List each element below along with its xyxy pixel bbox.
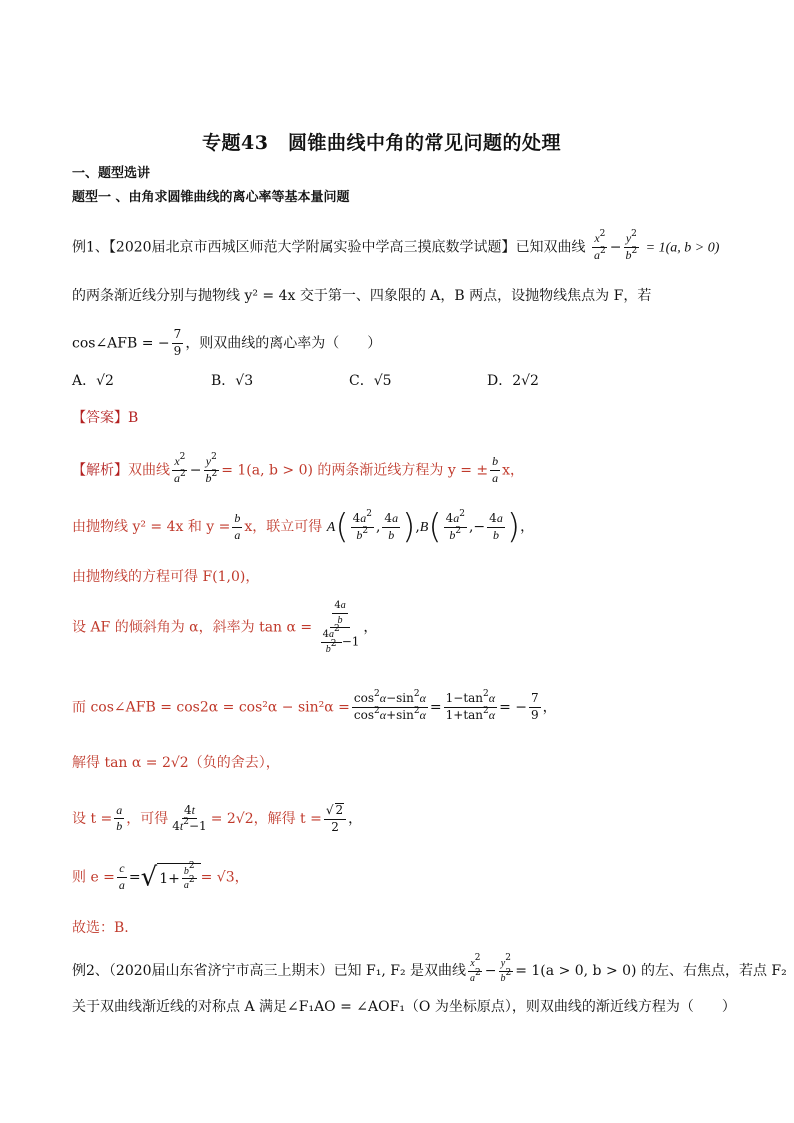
fraction-4t: $\frac{4t}{4t^2-1}$ [172, 802, 207, 834]
example2-prefix: 例2、 [72, 963, 109, 979]
fraction-x2-a2: $\frac{x^2}{a^2}$ [470, 953, 481, 984]
analysis-line6: 解得 tan α = 2√2（负的舍去）， [72, 755, 280, 771]
option-b: B．√3 [211, 373, 254, 389]
hyperbola-condition: = 1(a, b > 0) [645, 240, 720, 256]
example1-line3 [72, 328, 381, 359]
fraction-x2-a2: $\frac{x^2}{a^2}$ [174, 452, 186, 485]
point-a-coordinates: A [326, 520, 336, 535]
example1-line2: 的两条渐近线分别与抛物线 y² = 4x 交于第一、四象限的 A，B 两点，设抛物线焦点为 F，若 [72, 288, 652, 304]
fraction-y2-b2: $\frac{y^2}{b^2}$ [205, 452, 218, 485]
analysis-line1: 【解析】双曲线 $\frac{x^2}{a^2}$ − $\frac{y^2}{b^2}$ = 1(a, b > 0) 的两条渐近线方程为 y = ± $\frac{b}{a}$ x， [72, 452, 525, 485]
fraction-y2-b2: $\frac{y^2}{b^2}$ [500, 953, 512, 984]
fraction-4a2-b2: $\frac{4a^2}{b^2}$ [352, 508, 372, 542]
example1-question: ，则双曲线的离心率为（ ） [185, 335, 382, 352]
example2-source: （2020届山东省济宁市高三上期末） [108, 963, 334, 979]
example1-intro: 已知双曲线 [515, 239, 586, 256]
fraction-x2-a2: $\frac{x^2}{a^2}$ [594, 229, 606, 262]
point-b-coordinates: B [419, 520, 429, 535]
analysis-line8: 则 e = $\frac{c}{a}$ =√ 1+ $\frac{b^2}{a^2}$ = √3， [72, 860, 249, 893]
analysis-line4: 设 AF 的倾斜角为 α，斜率为 tan α = $\frac{4a}{b}$ $\frac{4a^2}{b^2}$ −1 ， [72, 600, 378, 655]
analysis-line2: 由抛物线 y² = 4x 和 y = $\frac{b}{a}$ x，联立可得 A( $\frac{4a^2}{b^2}$ , $\frac{4a}{b}$ ),B( $\frac{4a^2}{b^2}$ ,− $\frac{4a}{b}$ )， [72, 507, 535, 547]
fraction-slope: $\frac{4a}{b}$ $\frac{4a^2}{b^2}$ −1 [322, 600, 360, 655]
answer-label: 【答案】 [72, 410, 128, 426]
fraction-7-9: $\frac{7}{9}$ [531, 691, 539, 722]
fraction-a-b: $\frac{a}{b}$ [116, 802, 123, 834]
sqrt-expression: √ 1+ $\frac{b^2}{a^2}$ [141, 863, 201, 892]
fraction-c-a: $\frac{c}{a}$ [118, 861, 125, 892]
fraction-cos-sin-ratio: $\frac{\cos^2\alpha-\sin^2\alpha}{\cos^2\alpha+\sin^2\alpha}$ [353, 689, 426, 722]
example1-prefix: 例1、 [72, 239, 109, 256]
fraction-7-9: $\frac{7}{9}$ [173, 327, 182, 358]
fraction-b-a: $\frac{b}{a}$ [234, 510, 241, 542]
fraction-b-a: $\frac{b}{a}$ [492, 454, 499, 485]
fraction-y2-b2: $\frac{y^2}{b^2}$ [625, 229, 638, 262]
analysis-line7: 设 t = $\frac{a}{b}$ ，可得 $\frac{4t}{4t^2-1}$ = 2√2，解得 t = $\frac{√ 2}{2}$ ， [72, 802, 363, 834]
cos-expression: cos∠AFB = − [72, 335, 170, 352]
page-title: 专题43 圆锥曲线中角的常见问题的处理 [202, 132, 561, 154]
fraction-4a-b: $\frac{4a}{b}$ [489, 510, 503, 542]
analysis-label: 【解析】 [72, 462, 128, 479]
example2-line2: 关于双曲线渐近线的对称点 A 满足∠F₁AO = ∠AOF₁（O 为坐标原点），则双曲线的渐近线方程为（ ） [72, 999, 736, 1015]
fraction-root2-2: $\frac{√ 2}{2}$ [324, 803, 346, 835]
answer-line [72, 411, 138, 425]
option-c: C．√5 [349, 373, 392, 389]
example1-source: 【2020届北京市西城区师范大学附属实验中学高三摸底数学试题】 [108, 239, 516, 256]
conclusion: 故选：B. [72, 920, 129, 936]
analysis-line5: 而 cos∠AFB = cos2α = cos²α − sin²α = $\frac{\cos^2\alpha-\sin^2\alpha}{\cos^2\alpha+\sin^2\alpha}$ = $\frac{1-\tan^2\alpha}{1+\tan^2\alpha}$ = − $\frac{7}{9}$ ， [72, 689, 557, 722]
example1-line1: 例1、【2020届北京市西城区师范大学附属实验中学高三摸底数学试题】已知双曲线 $\frac{x^2}{a^2}$ − $\frac{y^2}{b^2}$ = 1(a, b > 0) [72, 229, 720, 262]
option-d: D．2√2 [487, 373, 539, 389]
fraction-4a-b: $\frac{4a}{b}$ [384, 510, 399, 542]
option-a: A．√2 [72, 373, 114, 389]
fraction-tan-ratio: $\frac{1-\tan^2\alpha}{1+\tan^2\alpha}$ [445, 689, 496, 722]
answer-value: B [128, 410, 139, 426]
question-type-heading: 题型一 、由角求圆锥曲线的离心率等基本量问题 [72, 190, 350, 205]
fraction-4a2-b2: $\frac{4a^2}{b^2}$ [445, 508, 465, 542]
analysis-line3: 由抛物线的方程可得 F(1,0)， [72, 569, 260, 585]
section-heading: 一、题型选讲 [72, 166, 151, 181]
example2-line1: 例2、（2020届山东省济宁市高三上期末）已知 F₁, F₂ 是双曲线 $\frac{x^2}{a^2}$ − $\frac{y^2}{b^2}$ = 1(a > 0, b > 0) 的左、右焦点，若点 F₂ [72, 953, 787, 984]
